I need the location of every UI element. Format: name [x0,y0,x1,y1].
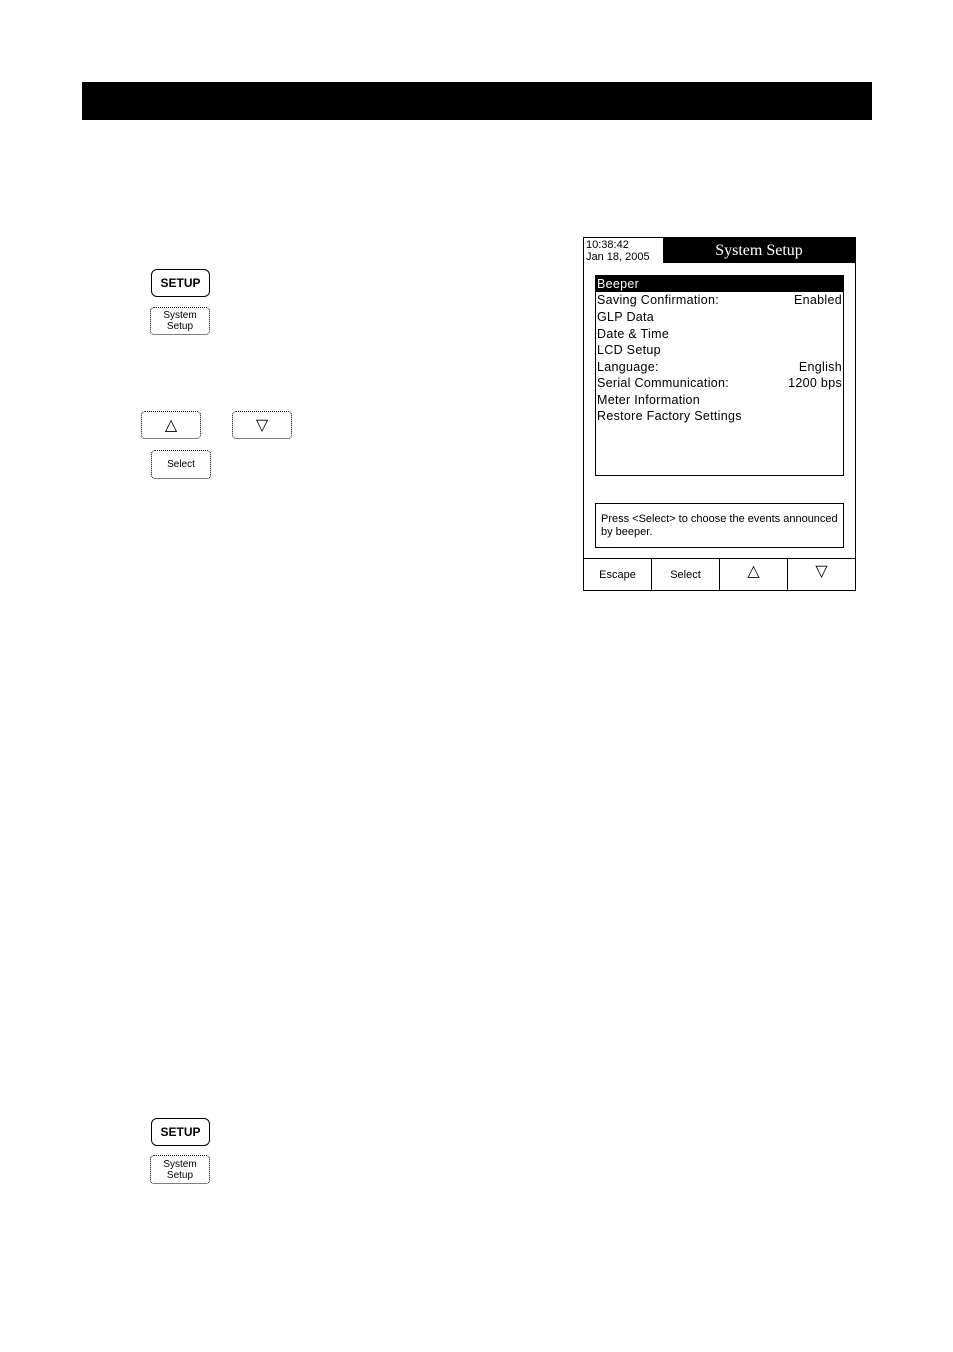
help-message: Press <Select> to choose the events announced by beeper. [595,503,844,548]
up-arrow-icon: △ [164,416,178,434]
select-key-label: Select [167,459,195,470]
menu-item-label: Saving Confirmation: [597,293,720,307]
menu-item-saving-confirmation[interactable] [596,292,843,308]
setup-key-2[interactable] [151,1118,210,1146]
menu-item-value: Enabled [794,293,842,307]
up-arrow-key[interactable] [141,411,201,439]
lcd-clock [586,239,662,263]
system-setup-key-label: System Setup [163,310,197,332]
system-setup-key-label: System Setup [163,1158,197,1181]
menu-item-lcd-setup[interactable] [596,342,843,358]
clock-time: 10:38:42 [586,239,629,251]
menu-item-serial-communication[interactable] [596,375,843,391]
section-header-bar [82,82,872,120]
down-arrow-key[interactable] [232,411,292,439]
up-arrow-icon: △ [747,562,760,580]
menu-item-date-time[interactable] [596,326,843,342]
menu-item-label: Date & Time [597,327,670,341]
menu-item-label: LCD Setup [597,343,661,357]
menu-item-value: English [798,360,842,374]
system-setup-key-2[interactable] [150,1155,210,1184]
select-softkey[interactable]: Select [652,559,720,590]
down-softkey[interactable] [788,559,855,590]
setup-menu-list [595,275,844,476]
menu-item-language[interactable] [596,359,843,375]
menu-item-meter-information[interactable] [596,392,843,408]
setup-key[interactable] [151,269,210,297]
menu-item-label: Serial Communication: [597,376,730,390]
menu-item-value: 1200 bps [788,376,842,390]
menu-item-restore-factory-settings[interactable] [596,408,843,424]
menu-item-label: Restore Factory Settings [597,409,742,423]
lcd-screen [583,237,856,591]
screen-title: System Setup [663,238,855,263]
menu-item-glp-data[interactable] [596,309,843,325]
softkey-bar [584,558,855,590]
down-arrow-icon: ▽ [815,562,828,580]
menu-item-label: Beeper [597,277,640,291]
up-softkey[interactable] [720,559,788,590]
system-setup-key[interactable] [150,307,210,335]
down-arrow-icon: ▽ [255,416,269,434]
menu-item-label: GLP Data [597,310,655,324]
menu-item-beeper[interactable] [596,276,843,292]
menu-item-label: Meter Information [597,393,701,407]
setup-key-label: SETUP [160,1125,201,1139]
menu-item-label: Language: [597,360,659,374]
clock-date: Jan 18, 2005 [586,251,650,263]
escape-softkey[interactable]: Escape [584,559,652,590]
select-key[interactable] [151,450,211,479]
setup-key-label: SETUP [160,276,201,290]
